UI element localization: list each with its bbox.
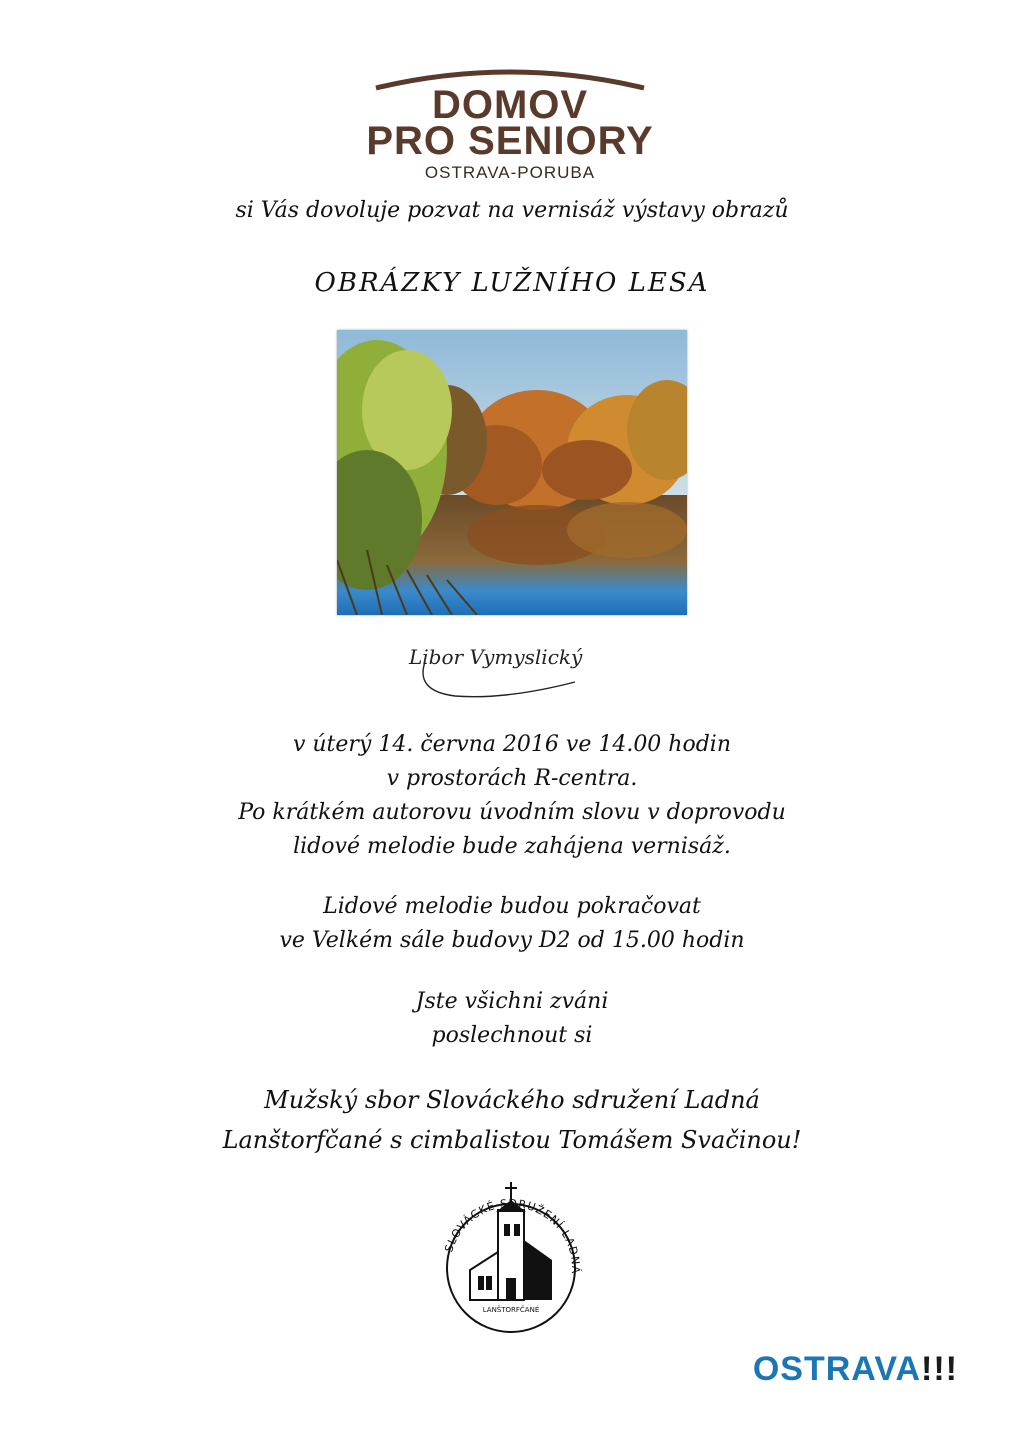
invitation-line: Jste všichni zváni: [415, 989, 609, 1014]
slovacke-sdruzeni-emblem: [440, 1180, 582, 1336]
emblem-ring-text: SLOVÁCKÉ SDRUŽENÍ LADNÁ: [442, 1196, 582, 1275]
emblem-inner-text: LANŠTORFČANÉ: [482, 1306, 540, 1314]
performers-line: Lanštorfčané s cimbalistou Tomášem Svačinou!: [222, 1126, 802, 1154]
artist-signature-text: Libor Vymyslický: [409, 645, 583, 669]
event-details-line: v úterý 14. června 2016 ve 14.00 hodin: [292, 732, 732, 757]
invite-text: si Vás dovoluje pozvat na vernisáž výstavy obrazů: [235, 198, 789, 223]
continuation-line: Lidové melodie budou pokračovat: [323, 894, 701, 919]
exhibition-title: OBRÁZKY LUŽNÍHO LESA: [314, 268, 710, 298]
ostrava-word: OSTRAVA: [752, 1350, 922, 1388]
logo-line-ostrava-poruba: OSTRAVA-PORUBA: [424, 163, 596, 182]
invitation-line: poslechnout si: [431, 1023, 593, 1048]
event-details: [0, 728, 1024, 864]
event-details-line: v prostorách R-centra.: [386, 766, 638, 791]
logo-line-pro-seniory: PRO SENIORY: [366, 119, 654, 163]
ostrava-exclamation-marks: !!!: [921, 1350, 958, 1388]
continuation-line: ve Velkém sále budovy D2 od 15.00 hodin: [279, 928, 745, 953]
event-details-line: lidové melodie bude zahájena vernisáž.: [293, 834, 731, 859]
performers-line: Mužský sbor Slováckého sdružení Ladná: [264, 1086, 760, 1114]
performers-text: [0, 1080, 1024, 1160]
logo-line-domov: DOMOV: [431, 83, 589, 127]
painting-image: [337, 330, 687, 615]
ostrava-brand-logo: [753, 1350, 958, 1389]
artist-signature: [395, 636, 635, 706]
domov-pro-seniory-logo: [360, 62, 660, 192]
invitation-text: [0, 985, 1024, 1053]
event-details-line: Po krátkém autorovu úvodním slovu v doprovodu: [238, 800, 786, 825]
continuation-text: [0, 890, 1024, 958]
